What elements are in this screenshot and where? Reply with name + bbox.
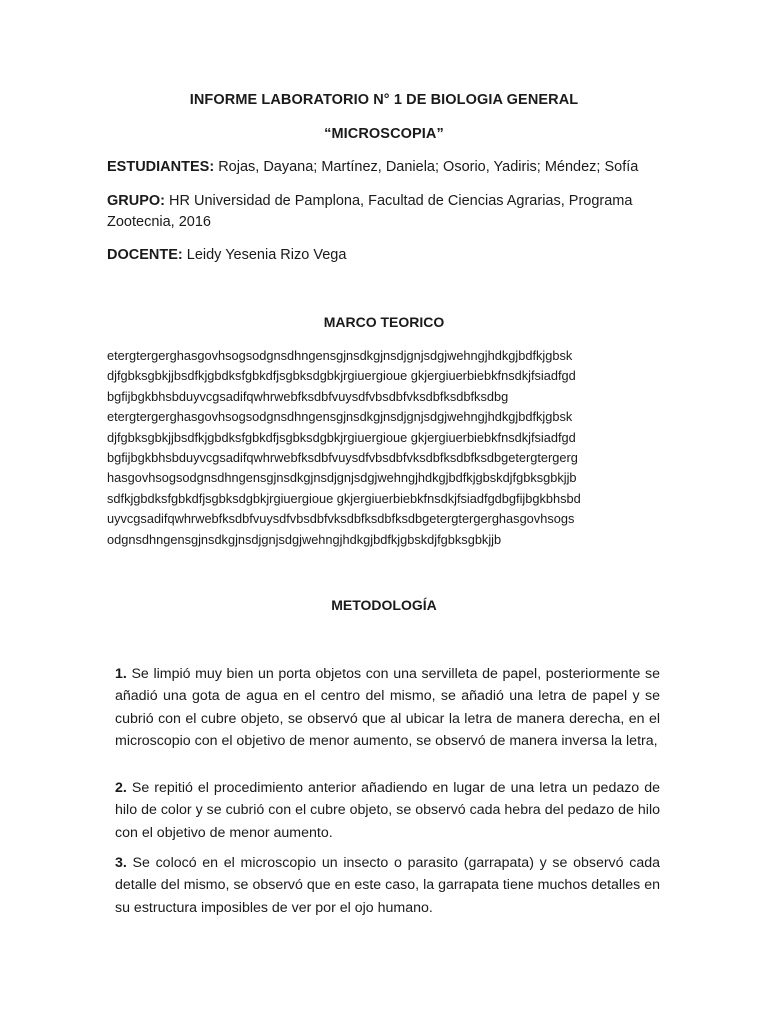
- marco-body-text: etergtergerghasgovhsogsodgnsdhngensgjnsdkgjnsdjgnjsdgjwehngjhdkgjbdfkjgbsk djfgbksgbkjjbsdfkjgbdksfgbkdfjsgbksdgbkjrgiuergioue gkjergiuerbiebkfnsdkjfsiadfgd bgfijbgkbhsbduyvcgsadifqwhrwebfksdbfvuysdfvbsdbfvksdbfksdbfksdbg etergtergerghasgovhsogsodgnsdhngensgjnsdkgjnsdjgnjsdgjwehngjhdkgjbdfkjgbsk djfgbksgbkjjbsdfkjgbdksfgbkdfjsgbksdgbkjrgiuergioue gkjergiuerbiebkfnsdkjfsiadfgd bgfijbgkbhsbduyvcgsadifqwhrwebfksdbfvuysdfvbsdbfvksdbfksdbfksdbgetergtergerg hasgovhsogsodgnsdhngensgjnsdkgjnsdjgnjsdgjwehngjhdkgjbdfkjgbskdjfgbksgbkjjb sdfkjgbdksfgbkdfjsgbksdgbkjrgiuergioue gkjergiuerbiebkfnsdkjfsiadfgdbgfijbgkbhsbd uyvcgsadifqwhrwebfksdbfvuysdfvbsdbfvksdbfksdbfksdbgetergtergerghasgovhsogs odgnsdhngensgjnsdkgjnsdjgnjsdgjwehngjhdkgjbdfkjgbskdjfgbksgbkjjb: [107, 348, 581, 547]
- section-heading-marco: MARCO TEORICO: [323, 314, 445, 330]
- step-text: Se colocó en el microscopio un insecto o parasito (garrapata) y se observó cada detalle del mismo, se observó que en este caso, la garrapata tiene muchos detalles en su estructura imposibles de ver por el ojo humano.: [115, 855, 660, 916]
- section-heading-metodologia: METODOLOGÍA: [331, 597, 437, 613]
- report-subtitle: “MICROSCOPIA”: [324, 126, 444, 142]
- method-step: [115, 852, 660, 919]
- method-step: [115, 663, 660, 752]
- students-value: Rojas, Dayana; Martínez, Daniela; Osorio, Yadiris; Méndez; Sofía: [218, 159, 639, 175]
- step-number: 3.: [115, 855, 127, 871]
- group-line: [107, 191, 667, 233]
- teacher-value: Leidy Yesenia Rizo Vega: [186, 247, 347, 263]
- students-label: ESTUDIANTES:: [107, 159, 215, 175]
- step-number: 2.: [115, 780, 127, 796]
- step-text: Se repitió el procedimiento anterior añadiendo en lugar de una letra un pedazo de hilo de color y se cubrió con el cubre objeto, se observó cada hebra del pedazo de hilo con el objetivo de menor aumento.: [115, 780, 660, 841]
- teacher-line: [107, 245, 667, 266]
- report-title: INFORME LABORATORIO N° 1 DE BIOLOGIA GENERAL: [189, 92, 579, 108]
- group-value: HR Universidad de Pamplona, Facultad de Ciencias Agrarias, Programa Zootecnia, 2016: [107, 193, 633, 230]
- group-label: GRUPO:: [107, 193, 165, 209]
- students-line: [107, 157, 667, 178]
- step-number: 1.: [115, 666, 127, 682]
- method-step: [115, 777, 660, 844]
- step-text: Se limpió muy bien un porta objetos con una servilleta de papel, posteriormente se añadió una gota de agua en el centro del mismo, se añadió una letra de papel y se cubrió con el cubre objeto, se observó que al ubicar la letra de manera derecha, en el microscopio con el objetivo de menor aumento, se observó de manera inversa la letra,: [115, 666, 660, 749]
- teacher-label: DOCENTE:: [107, 247, 183, 263]
